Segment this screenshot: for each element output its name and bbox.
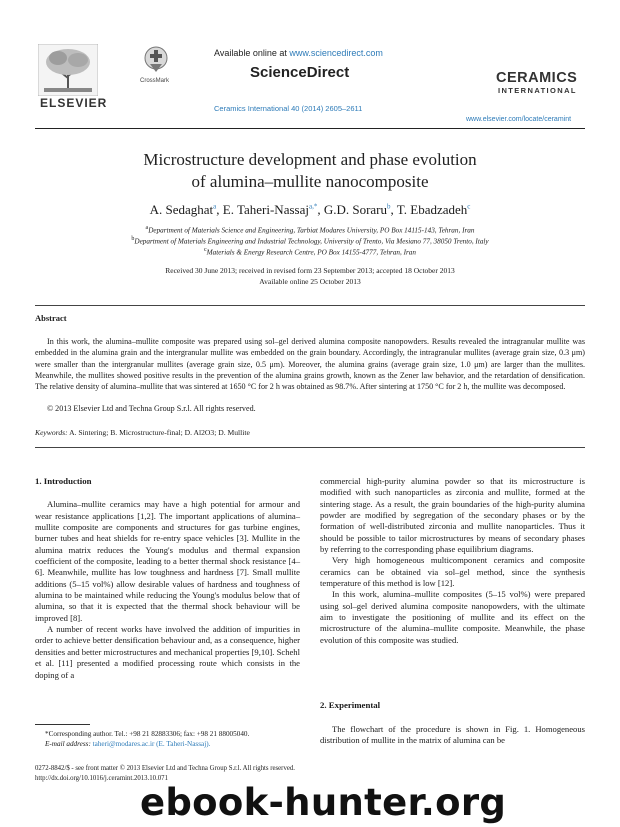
affiliation-c xyxy=(0,247,620,256)
available-online-date: Available online 25 October 2013 xyxy=(259,277,361,286)
abstract-text: In this work, the alumina–mullite composite was prepared using sol–gel derived alumina composite nanopowders. Results revealed the intragranular mullite was embedded in the alumina grain and the intergranular mullite was embedded on the grain boundary. Accordingly, the intragranular mullites (average grain size, 0.3 μm) were smaller than the intergranular mullites (average grain size, 0.5 μm). Moreover, the alumina grains (average grain size, 1.0 μm) are larger than the mullites. Meanwhile, the mullites showed positive results in the prevention of the alumina grains growth, known as the Zener law behavior, and the retardation of densification. The relative density of alumina–mullite that was sintered at 1650 °C for 2 h was obtained as 98.7%. After sintering at 1750 °C for 2 h, the mullite was decomposed. xyxy=(35,337,585,392)
author-list: A. Sedaghat$^a$, E. Taheri-Nassaj$^{a,*}$, G.D. Soraru$^b$, T. Ebadzadeh$^c$ xyxy=(149,202,471,217)
affiliation-mark: a xyxy=(145,225,149,231)
author-name[interactable]: G.D. Soraru xyxy=(323,202,388,217)
left-column xyxy=(35,476,300,681)
sciencedirect-url-link[interactable]: www.sciencedirect.com xyxy=(289,48,383,58)
journal-name-main: CERAMICS xyxy=(496,70,578,86)
article-title-line-1: Microstructure development and phase evolution xyxy=(143,150,477,169)
affiliation-text: Department of Materials Engineering and Industrial Technology, University of Trento, Via Mesiano 77, 38050 Trento, Italy xyxy=(134,237,489,246)
article-title-line-2: of alumina–mullite nanocomposite xyxy=(191,172,429,191)
author-name[interactable]: E. Taheri-Nassaj xyxy=(222,202,309,217)
journal-url-link[interactable]: www.elsevier.com/locate/ceramint xyxy=(466,116,572,123)
affiliation-a xyxy=(0,225,620,234)
affiliation-b xyxy=(0,236,620,245)
doi-link[interactable]: http://dx.doi.org/10.1016/j.ceramint.2013.10.071 xyxy=(35,775,168,782)
author-affiliation-mark[interactable]: a,* xyxy=(308,202,318,211)
sciencedirect-brand: ScienceDirect xyxy=(250,64,350,81)
abstract-bottom-divider xyxy=(35,447,585,448)
intro-paragraph-4: Very high homogeneous multicomponent ceramics and composite ceramics can be obtained via sol–gel method, since the synthesis temperature of this method is low [12]. xyxy=(320,555,585,589)
affiliation-mark: c xyxy=(203,247,207,253)
intro-paragraph-2: A number of recent works have involved the addition of impurities in order to achieve better densification behaviour and, as a consequence, higher densities and better microstructures and mechanical properties [9,10]. Schehl et al. [11] presented a modified processing route which consists in the doping of a xyxy=(35,624,300,680)
available-online-line xyxy=(214,48,383,58)
intro-paragraph-5: In this work, alumina–mullite composites (5–15 vol%) were prepared using sol–gel derived alumina composite nanopowders, with the ultimate aim to investigate the positioning of mullite and its effect on the microstructure of the alumina–mullite composite. Meanwhile, the phase evolution of this composite was studied. xyxy=(320,589,585,645)
affiliation-text: Materials & Energy Research Centre, PO Box 14155-4777, Tehran, Iran xyxy=(206,248,416,257)
journal-name-sub: INTERNATIONAL xyxy=(498,86,577,95)
intro-paragraph-1: Alumina–mullite ceramics may have a high potential for armour and wear resistance applications [1,2]. The important applications of alumina–mullite composite are components and structures for gas turbine engines, burner tubes and heat shields for re-entry space vehicles [3]. Mullite in the alumina matrix reduces the Young's modulus and thermal expansion coefficient of the composite, leading to a better thermal shock resistance [4–6]. Meanwhile, mullite has low toughness and hardness [7]. Small mullite additions (5–15 vol%) allow desirable values of hardness and toughness of alumina to be maintained while reducing the Young's modulus below that of alumina, so that it is expected that the thermal shock behaviour will be improved [8]. xyxy=(35,499,300,623)
footnote-divider xyxy=(35,724,90,725)
journal-citation-link[interactable]: Ceramics International 40 (2014) 2605–2611 xyxy=(214,104,363,113)
affiliation-text: Department of Materials Science and Engineering, Tarbiat Modares University, PO Box 14115-143, Tehran, Iran xyxy=(148,226,475,235)
email-label: E-mail address: xyxy=(45,740,93,748)
front-matter-line: 0272-8842/$ - see front matter © 2013 Elsevier Ltd and Techna Group S.r.l. All rights reserved. xyxy=(35,765,295,772)
crossmark-icon[interactable] xyxy=(144,46,168,74)
abstract-top-divider xyxy=(35,305,585,306)
keywords-label: Keywords: xyxy=(35,428,68,437)
right-column xyxy=(320,476,585,646)
keywords-line xyxy=(35,428,250,437)
section-heading-experimental: 2. Experimental xyxy=(320,700,381,710)
elsevier-tree-logo xyxy=(38,44,98,96)
publisher-name: ELSEVIER xyxy=(40,96,108,110)
affiliation-mark: b xyxy=(131,236,135,242)
author-affiliation-mark[interactable]: c xyxy=(467,202,471,211)
keywords-text: A. Sintering; B. Microstructure-final; D. Al2O3; D. Mullite xyxy=(69,428,250,437)
corresponding-author-note: *Corresponding author. Tel.: +98 21 82883306; fax: +98 21 88005040. xyxy=(45,730,250,738)
intro-paragraph-3: commercial high-purity alumina powder so that its microstructure is modified with such nanoparticles as zirconia and mullite, formed at the sintering stage. As a result, the grain boundaries of the high-purity alumina powder are modified by segregation of the secondary phases or by the formation of well-distributed zirconia and mullite nanoparticles. Thus it should be possible to tailor microstructures by means of secondary phases by referring to the corresponding phase equilibrium diagrams. xyxy=(320,476,585,555)
author-affiliation-mark[interactable]: b xyxy=(387,202,391,211)
watermark-text: ebook-hunter.org xyxy=(140,781,507,824)
abstract-heading: Abstract xyxy=(35,313,67,323)
footnote xyxy=(45,729,249,749)
experimental-paragraph-1: The flowchart of the procedure is shown in Fig. 1. Homogeneous distribution of mullite in the matrix of alumina can be xyxy=(320,724,585,746)
author-name[interactable]: A. Sedaghat xyxy=(149,202,214,217)
header-divider xyxy=(35,128,585,129)
crossmark-label: CrossMark xyxy=(140,78,170,84)
author-affiliation-mark[interactable]: a xyxy=(213,202,217,211)
received-dates: Received 30 June 2013; received in revised form 23 September 2013; accepted 18 October 2013 xyxy=(165,266,455,275)
section-heading-introduction: 1. Introduction xyxy=(35,476,92,486)
available-prefix: Available online at xyxy=(214,48,290,58)
author-name[interactable]: T. Ebadzadeh xyxy=(396,202,468,217)
abstract-copyright: © 2013 Elsevier Ltd and Techna Group S.r.l. All rights reserved. xyxy=(47,404,256,413)
email-link[interactable]: taheri@modares.ac.ir (E. Taheri-Nassaj). xyxy=(92,740,211,748)
